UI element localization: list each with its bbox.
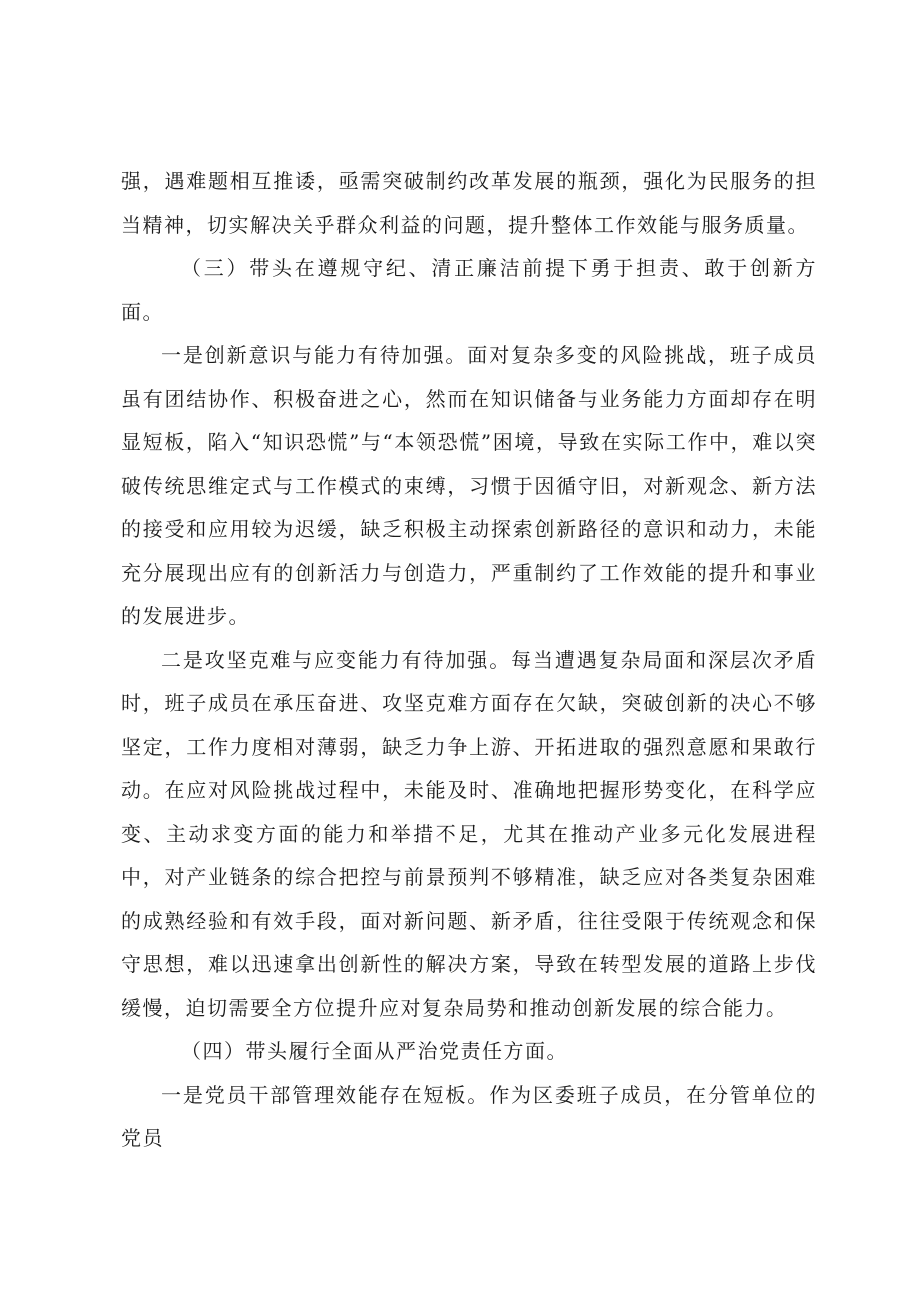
section-heading-3: （三）带头在遵规守纪、清正廉洁前提下勇于担责、敢于创新方面。: [121, 256, 817, 324]
section-heading-4: （四）带头履行全面从严治党责任方面。: [181, 1039, 568, 1063]
paragraph-innovation: 一是创新意识与能力有待加强。面对复杂多变的风险挑战，班子成员虽有团结协作、积极奋进之心，然而在知识储备与业务能力方面却存在明显短板，陷入“知识恐慌”与“本领恐慌”困境，导致在实际工作中，难以突破传统思维定式与工作模式的束缚，习惯于因循守旧，对新观念、新方法的接受和应用较为迟缓，缺乏积极主动探索创新路径的意识和动力，未能充分展现出应有的创新活力与创造力，严重制约了工作效能的提升和事业的发展进步。: [121, 343, 817, 628]
document-body: [121, 160, 817, 1161]
paragraph-tackling-difficulties: 二是攻坚克难与应变能力有待加强。每当遭遇复杂局面和深层次矛盾时，班子成员在承压奋进、攻坚克难方面存在欠缺，突破创新的决心不够坚定，工作力度相对薄弱，缺乏力争上游、开拓进取的强烈意愿和果敢行动。在应对风险挑战过程中，未能及时、准确地把握形势变化，在科学应变、主动求变方面的能力和举措不足，尤其在推动产业多元化发展进程中，对产业链条的综合把控与前景预判不够精准，缺乏应对各类复杂困难的成熟经验和有效手段，面对新问题、新矛盾，往往受限于传统观念和保守思想，难以迅速拿出创新性的解决方案，导致在转型发展的道路上步伐缓慢，迫切需要全方位提升应对复杂局势和推动创新发展的综合能力。: [121, 647, 817, 1020]
paragraph-cadre-management: 一是党员干部管理效能存在短板。作为区委班子成员，在分管单位的党员: [121, 1082, 817, 1150]
paragraph-continuation: 强，遇难题相互推诿，亟需突破制约改革发展的瓶颈，强化为民服务的担当精神，切实解决关乎群众利益的问题，提升整体工作效能与服务质量。: [121, 169, 817, 237]
